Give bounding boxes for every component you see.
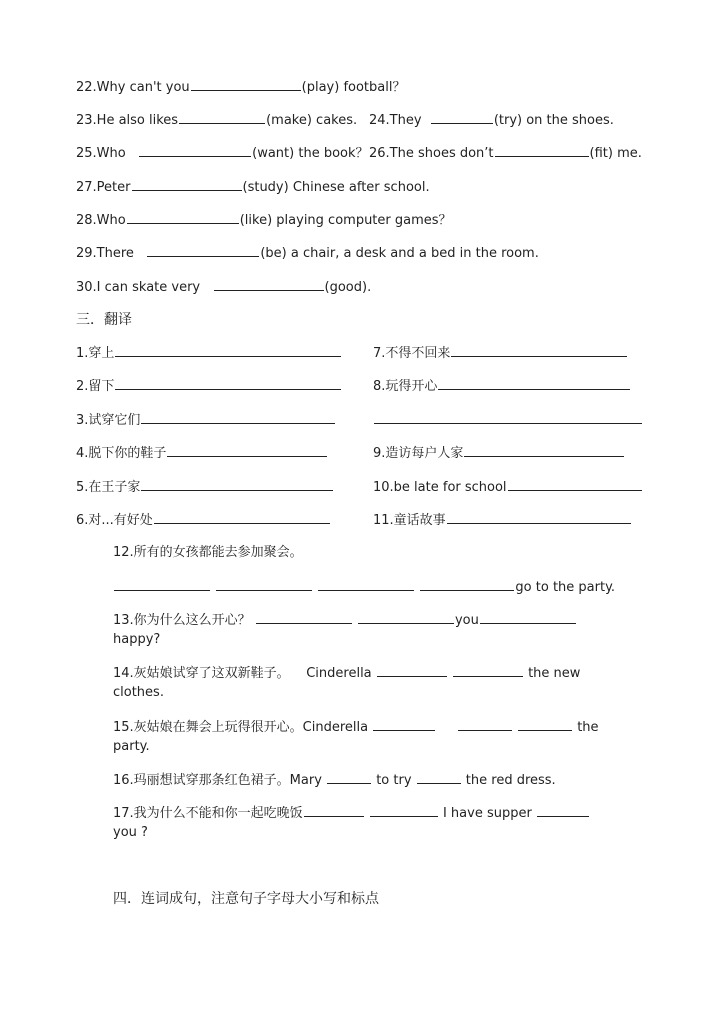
verb-hint: (make) cakes. [266,113,358,128]
answer-blank[interactable] [318,578,414,591]
translation-item [76,344,342,363]
answer-blank[interactable] [518,718,572,731]
sentence-17-wrap: you ? [113,825,148,840]
question-27 [76,178,430,197]
question-text: 25.Who [76,146,126,161]
answer-blank[interactable] [438,377,630,390]
item-label: 10.be late for school [373,480,507,495]
item-label: 3.试穿它们 [76,413,141,428]
answer-blank[interactable] [451,344,627,357]
answer-blank[interactable] [417,771,461,784]
question-23 [76,111,357,130]
answer-blank[interactable] [115,344,341,357]
translation-item [373,478,643,497]
question-text: 28.Who [76,213,126,228]
verb-hint: (study) Chinese after school. [242,180,430,195]
sentence-17 [113,804,590,823]
sentence-13 [113,611,577,630]
answer-blank[interactable] [480,611,576,624]
sentence-tail: the new [528,666,581,681]
sentence-prompt: 16.玛丽想试穿那条红色裙子。Mary [113,773,322,788]
sentence-14 [113,664,580,683]
verb-hint: (fit) me. [589,146,642,161]
verb-hint: (try) on the shoes. [493,113,614,128]
translation-item [76,444,328,463]
answer-blank[interactable] [147,244,259,257]
verb-hint: (like) playing computer games？ [239,213,452,228]
answer-blank[interactable] [420,578,514,591]
translation-item [373,377,631,396]
question-28 [76,211,452,230]
verb-hint: (be) a chair, a desk and a bed in the room. [260,246,539,261]
sentence-12-prompt: 12.所有的女孩都能去参加聚会。 [113,545,303,560]
answer-blank[interactable] [358,611,454,624]
question-30 [76,278,371,297]
answer-blank[interactable] [370,804,438,817]
answer-blank[interactable] [216,578,312,591]
answer-blank[interactable] [256,611,352,624]
question-text: 24.They [369,113,422,128]
item-label: 2.留下 [76,379,115,394]
answer-blank[interactable] [464,444,624,457]
answer-blank[interactable] [154,511,330,524]
translation-item [76,411,336,430]
answer-blank[interactable] [431,111,493,124]
sentence-tail: the [577,720,599,735]
answer-blank[interactable] [141,478,333,491]
item-label: 5.在王子家 [76,480,141,495]
answer-blank[interactable] [374,411,642,424]
answer-blank[interactable] [495,144,589,157]
item-label: 4.脱下你的鞋子 [76,446,167,461]
translation-item [76,478,334,497]
answer-blank[interactable] [327,771,371,784]
item-label: 7.不得不回来 [373,346,451,361]
question-text: 30.I can skate very [76,280,201,295]
question-text: 27.Peter [76,180,131,195]
answer-blank[interactable] [377,664,447,677]
answer-blank[interactable] [537,804,589,817]
item-label: 9.造访每户人家 [373,446,464,461]
question-25 [76,144,369,163]
sentence-prompt: 15.灰姑娘在舞会上玩得很开心。Cinderella [113,720,369,735]
sentence-mid: to try [376,773,412,788]
sentence-prompt: 14.灰姑娘试穿了这双新鞋子。 [113,666,290,681]
translation-item [373,444,625,463]
verb-hint: (want) the book？ [252,146,369,161]
answer-blank[interactable] [132,178,242,191]
translation-item [76,511,331,530]
translation-item [373,344,628,363]
question-text: 26.The shoes don’t [369,146,494,161]
question-26 [369,144,642,163]
sentence-13-wrap: happy? [113,632,161,647]
answer-blank[interactable] [139,144,251,157]
translation-item [373,511,632,530]
question-24 [369,111,614,130]
sentence-start: Cinderella [306,666,372,681]
question-22 [76,78,405,97]
sentence-prompt: 13.你为什么这么开心？ [113,613,251,628]
answer-blank[interactable] [453,664,523,677]
answer-blank[interactable] [115,377,341,390]
question-text: 22.Why can't you [76,80,190,95]
sentence-mid: you [454,613,479,628]
sentence-12-answer [113,578,615,597]
question-text: 29.There [76,246,134,261]
item-label: 11.童话故事 [373,513,446,528]
answer-blank[interactable] [373,718,435,731]
verb-hint: (play) football？ [301,80,406,95]
answer-blank[interactable] [141,411,335,424]
item-label: 1.穿上 [76,346,115,361]
answer-blank[interactable] [508,478,642,491]
translation-item [373,411,643,430]
translation-item [76,377,342,396]
sentence-tail: the red dress. [465,773,556,788]
sentence-16 [113,771,556,790]
item-label: 6.对...有好处 [76,513,153,528]
sentence-tail: go to the party. [515,580,616,595]
answer-blank[interactable] [214,278,324,291]
sentence-15-wrap: party. [113,739,150,754]
section-3-title: 三．翻译 [76,312,132,328]
question-text: 23.He also likes [76,113,179,128]
answer-blank[interactable] [114,578,210,591]
answer-blank[interactable] [447,511,631,524]
section-4-title: 四．连词成句，注意句子字母大小写和标点 [113,891,379,907]
sentence-prompt: 17.我为什么不能和你一起吃晚饭 [113,806,303,821]
answer-blank[interactable] [191,78,301,91]
answer-blank[interactable] [179,111,265,124]
answer-blank[interactable] [458,718,512,731]
item-label: 8.玩得开心 [373,379,438,394]
sentence-mid: I have supper [442,806,532,821]
answer-blank[interactable] [167,444,327,457]
verb-hint: (good). [324,280,372,295]
question-29 [76,244,539,263]
sentence-14-wrap: clothes. [113,685,164,700]
answer-blank[interactable] [304,804,364,817]
answer-blank[interactable] [127,211,239,224]
sentence-15 [113,718,599,737]
